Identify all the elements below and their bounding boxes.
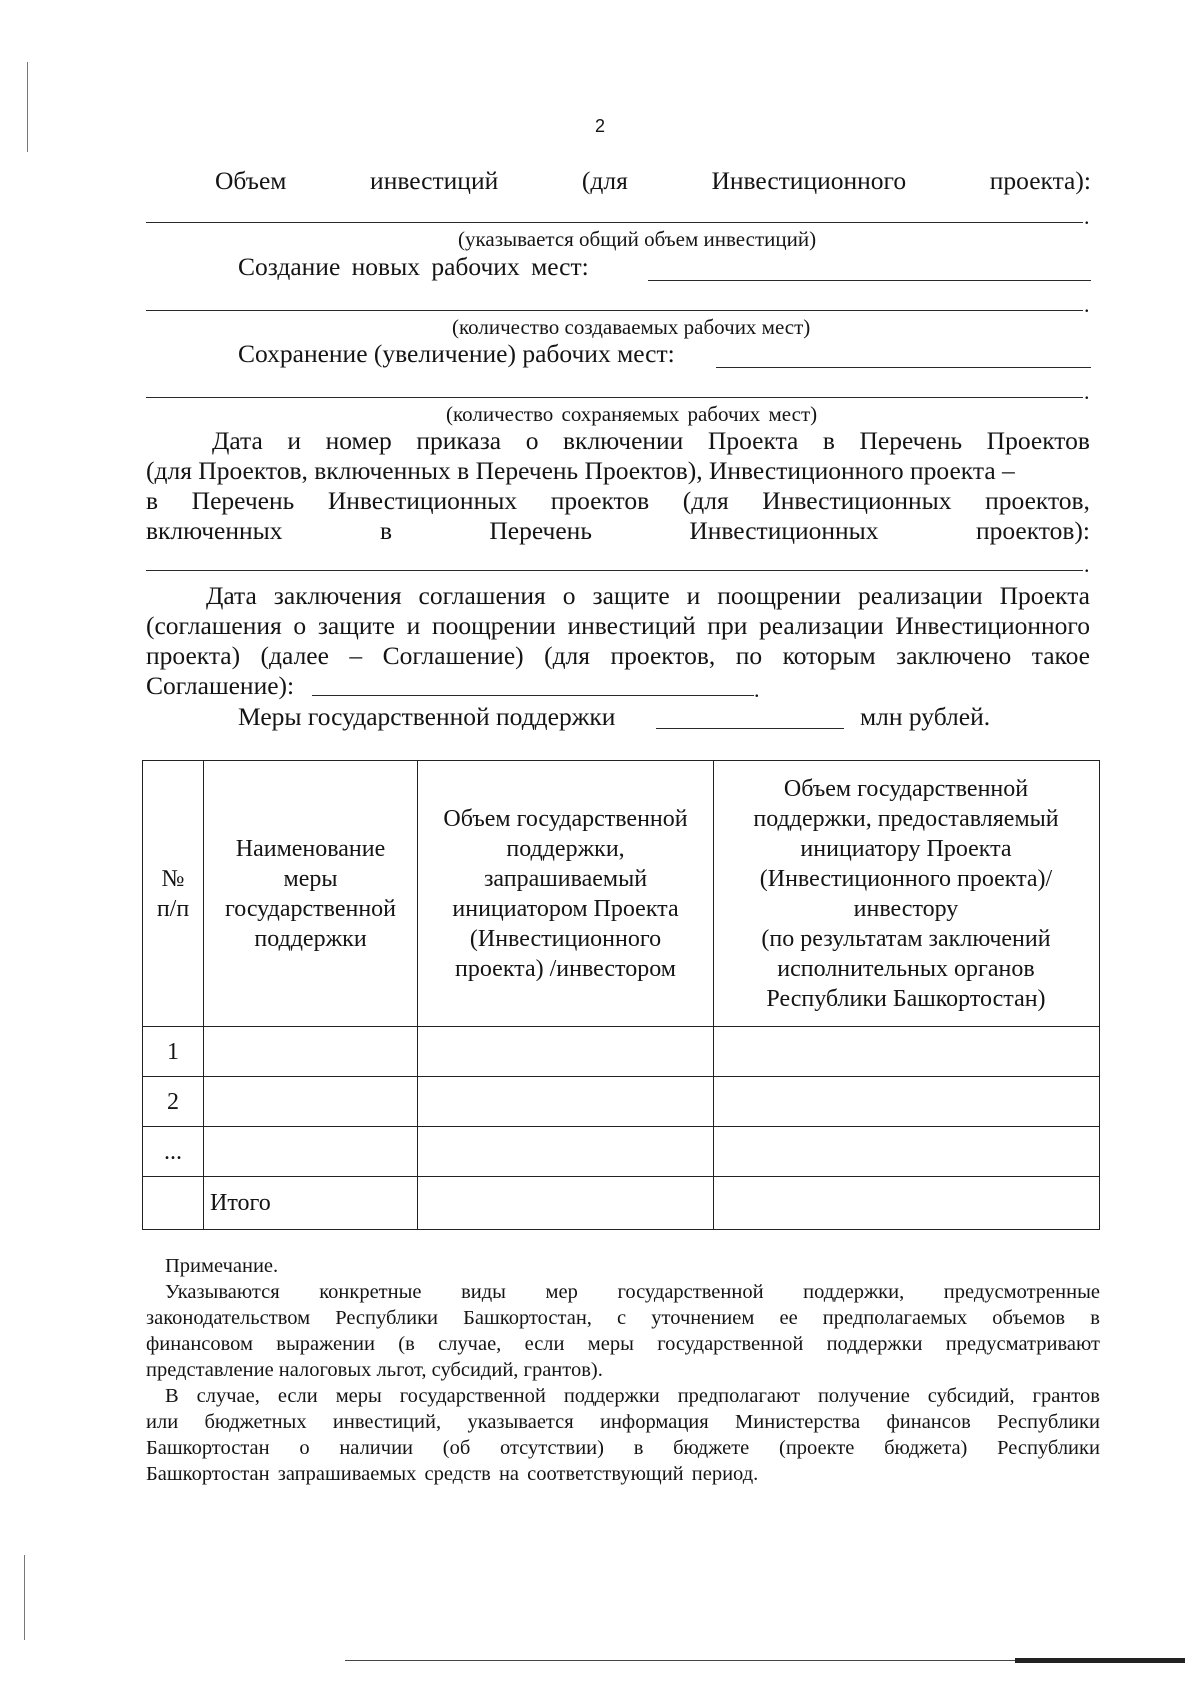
- kept-jobs-input-line-2[interactable]: [146, 397, 1083, 398]
- investment-input-line[interactable]: [146, 222, 1083, 223]
- note-p1-line-4: представление налоговых льгот, субсидий, грантов).: [146, 1359, 603, 1381]
- investment-label: Объем инвестиций (для Инвестиционного проекта):: [215, 166, 1091, 195]
- new-jobs-label: Создание новых рабочих мест:: [238, 252, 589, 281]
- support-measures-unit: млн рублей.: [860, 702, 991, 731]
- agreement-paragraph-line-2: (соглашения о защите и поощрении инвестиций при реализации Инвестиционного: [146, 611, 1090, 640]
- kept-jobs-input-line[interactable]: [716, 367, 1091, 368]
- table-row-name[interactable]: [204, 1027, 425, 1076]
- line-end-dot: .: [754, 677, 760, 702]
- order-paragraph-line-3: в Перечень Инвестиционных проектов (для Инвестиционных проектов,: [146, 486, 1090, 515]
- scan-bottom-edge-bar: [1015, 1658, 1185, 1663]
- support-table: [142, 760, 1100, 1230]
- order-paragraph-line-2: (для Проектов, включенных в Перечень Проектов), Инвестиционного проекта –: [146, 456, 1015, 485]
- table-total-label: Итого: [210, 1190, 271, 1216]
- note-p1-line-3: финансовом выражении (в случае, если меры государственной поддержки предусматривают: [146, 1333, 1100, 1355]
- line-end-dot: .: [1084, 379, 1090, 404]
- support-measures-input-line[interactable]: [656, 728, 844, 729]
- line-end-dot: .: [1084, 552, 1090, 577]
- note-title: Примечание.: [165, 1255, 279, 1277]
- investment-hint: (указывается общий объем инвестиций): [458, 227, 817, 251]
- agreement-paragraph-line-1: Дата заключения соглашения о защите и поощрении реализации Проекта: [206, 581, 1090, 610]
- agreement-paragraph-line-4: Соглашение):: [146, 671, 295, 700]
- table-row-num: [143, 1177, 203, 1229]
- order-paragraph-line-4: включенных в Перечень Инвестиционных проектов):: [146, 516, 1090, 545]
- line-end-dot: .: [1084, 292, 1090, 317]
- order-input-line[interactable]: [146, 570, 1083, 571]
- table-row-name[interactable]: [204, 1077, 425, 1126]
- header-num: № п/п: [156, 865, 190, 922]
- agreement-paragraph-line-3: проекта) (далее – Соглашение) (для проектов, по которым заключено такое: [146, 641, 1090, 670]
- note-p2-line-1: В случае, если меры государственной поддержки предполагают получение субсидий, грантов: [165, 1385, 1100, 1407]
- agreement-date-input-line[interactable]: [312, 695, 754, 696]
- new-jobs-hint: (количество создаваемых рабочих мест): [452, 315, 811, 339]
- order-paragraph-line-1: Дата и номер приказа о включении Проекта в Перечень Проектов: [212, 426, 1090, 455]
- new-jobs-input-line-2[interactable]: [146, 310, 1083, 311]
- header-requested-volume: Объем государственной поддержки, запрашиваемый инициатором Проекта (Инвестиционного проекта) /инвестором: [443, 805, 688, 982]
- note-p1-line-1: Указываются конкретные виды мер государственной поддержки, предусмотренные: [165, 1281, 1100, 1303]
- header-provided-volume: Объем государственной поддержки, предоставляемый инициатору Проекта (Инвестиционного проекта)/ инвестору (по результатам заключений исполнительных органов Республики Башкортостан): [753, 775, 1059, 1012]
- note-p2-line-2: или бюджетных инвестиций, указывается информация Министерства финансов Республики: [146, 1411, 1100, 1433]
- table-row-num: 2: [167, 1088, 179, 1115]
- page-number: 2: [594, 116, 605, 136]
- note-p2-line-4: Башкортостан запрашиваемых средств на соответствующий период.: [146, 1463, 759, 1485]
- kept-jobs-label: Сохранение (увеличение) рабочих мест:: [238, 339, 675, 368]
- support-measures-label: Меры государственной поддержки: [238, 702, 616, 731]
- note-p2-line-3: Башкортостан о наличии (об отсутствии) в бюджете (проекте бюджета) Республики: [146, 1437, 1100, 1459]
- note-p1-line-2: законодательством Республики Башкортостан, с уточнением ее предполагаемых объемов в: [146, 1307, 1100, 1329]
- table-row-num: ...: [164, 1138, 182, 1165]
- table-row-name[interactable]: [204, 1127, 425, 1176]
- table-row-num: 1: [167, 1038, 179, 1065]
- scan-margin-mark: [27, 62, 28, 152]
- header-measure-name: Наименование меры государственной поддержки: [224, 835, 397, 952]
- kept-jobs-hint: (количество сохраняемых рабочих мест): [446, 402, 818, 426]
- scan-margin-mark: [24, 1555, 25, 1640]
- new-jobs-input-line[interactable]: [648, 280, 1091, 281]
- line-end-dot: .: [1084, 204, 1090, 229]
